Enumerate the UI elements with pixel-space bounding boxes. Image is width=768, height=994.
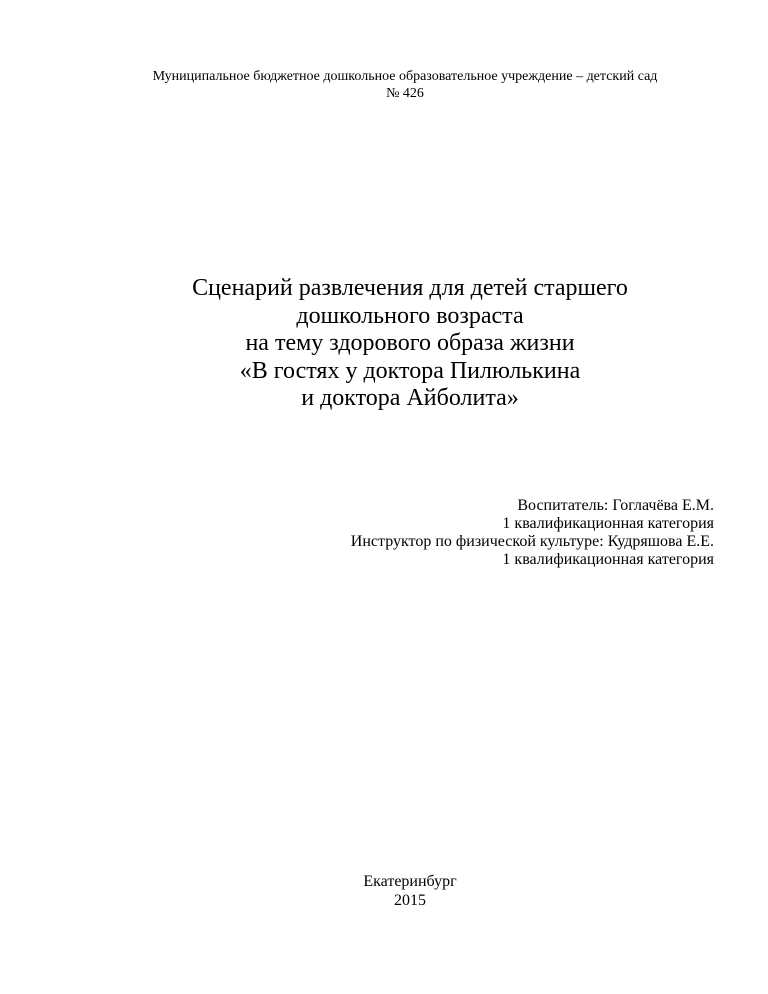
place-and-year [300,872,520,910]
year: 2015 [394,892,426,909]
institution-number: № 426 [386,86,424,101]
title-line-3: на тему здорового образа жизни [245,330,575,356]
title-line-2: дошкольного возраста [296,302,524,329]
authors-block [214,497,714,569]
instructor-name: Инструктор по физической культуре: Кудряшова Е.Е. [350,533,714,550]
city: Екатеринбург [363,873,457,890]
institution-header [100,68,710,102]
document-title [100,275,720,413]
educator-name: Воспитатель: Гоглачёва Е.М. [517,497,714,514]
instructor-category: 1 квалификационная категория [502,551,714,568]
title-line-4: «В гостях у доктора Пилюлькина [239,357,581,384]
institution-name: Муниципальное бюджетное дошкольное образовательное учреждение – детский сад [152,69,658,84]
title-line-1: Сценарий развлечения для детей старшего [192,275,628,301]
title-line-5: и доктора Айболита» [301,385,519,411]
educator-category: 1 квалификационная категория [502,515,714,532]
